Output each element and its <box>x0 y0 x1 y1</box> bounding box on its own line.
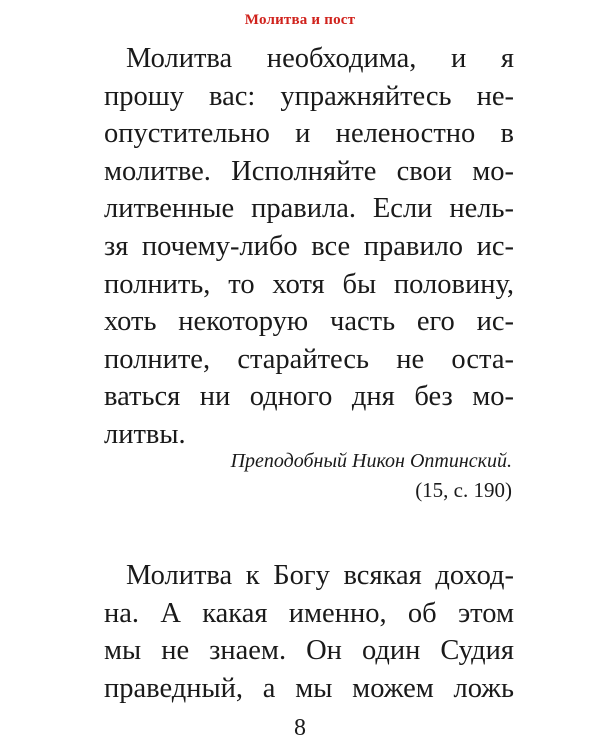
text-line: опустительно и неленостно в <box>104 118 514 150</box>
text-line: хоть некоторую часть его ис- <box>104 306 514 338</box>
text-line: полнить, то хотя бы половину, <box>104 268 514 300</box>
passage-2 <box>104 557 514 707</box>
text-line: мы не знаем. Он один Судия <box>104 635 514 667</box>
text-line: ваться ни одного дня без мо- <box>104 381 514 413</box>
running-header: Молитва и пост <box>244 12 356 28</box>
text-line: литвенные правила. Если нель- <box>104 193 514 225</box>
text-line: на. А какая именно, об этом <box>104 597 514 629</box>
passage-1 <box>104 40 514 454</box>
attribution-author: Преподобный Никон Оптинский. <box>230 450 512 472</box>
text-line: полните, старайтесь не оста- <box>104 343 514 375</box>
text-line: прошу вас: упражняйтесь не- <box>104 80 514 112</box>
attribution-reference: (15, с. 190) <box>415 478 512 502</box>
text-line: праведный, а мы можем ложь <box>104 672 514 704</box>
page-number: 8 <box>294 715 306 741</box>
text-line: молитве. Исполняйте свои мо- <box>104 155 514 187</box>
text-line: литвы. <box>104 418 186 450</box>
attribution <box>112 447 512 505</box>
text-line: Молитва к Богу всякая доход- <box>126 560 514 591</box>
text-line: Молитва необходима, и я <box>126 43 514 74</box>
text-line: зя почему-либо все правило ис- <box>104 230 514 262</box>
